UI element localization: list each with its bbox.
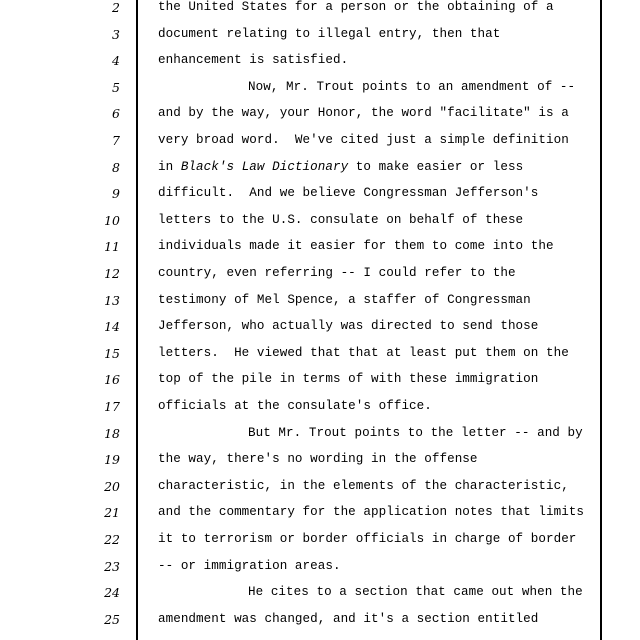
line-number: 4: [112, 53, 120, 69]
line-text-post: to make easier or less: [348, 159, 524, 174]
line-text: letters. He viewed that that at least put them on the: [158, 345, 569, 360]
transcript-line: [0, 505, 640, 531]
line-number: 3: [112, 26, 120, 42]
transcript-line: [0, 346, 640, 372]
line-number: 15: [104, 345, 120, 361]
line-text: -- or immigration areas.: [158, 558, 341, 573]
line-text: Jefferson, who actually was directed to send those: [158, 319, 539, 334]
transcript-line: [0, 372, 640, 398]
line-text-pre: in: [158, 159, 181, 174]
line-number: 18: [104, 425, 120, 441]
transcript-line: [0, 585, 640, 611]
line-number: 20: [104, 478, 120, 494]
transcript-line: [0, 319, 640, 345]
line-text: Now, Mr. Trout points to an amendment of --: [248, 79, 576, 94]
line-number: 2: [112, 0, 120, 15]
line-number: 12: [104, 266, 120, 281]
line-number: 7: [112, 133, 120, 148]
line-number: 19: [104, 452, 120, 468]
transcript-line: [0, 106, 640, 132]
line-number: 16: [104, 372, 120, 388]
transcript-line: [0, 213, 640, 239]
transcript-line: [0, 80, 640, 106]
transcript-line: [0, 239, 640, 265]
line-text: characteristic, in the elements of the characteristic,: [158, 478, 569, 493]
transcript-line: [0, 160, 640, 186]
line-text: the United States for a person or the obtaining of a: [158, 0, 554, 14]
line-number: 5: [112, 79, 120, 95]
line-number: 17: [104, 399, 120, 414]
transcript-line: [0, 399, 640, 425]
line-text: officials at the consulate's office.: [158, 399, 432, 413]
line-number: 25: [104, 611, 120, 627]
transcript-line: [0, 479, 640, 505]
line-text: He cites to a section that came out when the: [248, 585, 583, 600]
line-number: 22: [104, 532, 120, 547]
line-number: 10: [104, 212, 120, 228]
line-text: top of the pile in terms of with these immigration: [158, 372, 539, 387]
line-text: and the commentary for the application notes that limits: [158, 505, 585, 520]
line-text: [158, 160, 523, 174]
line-number: 23: [104, 558, 120, 574]
line-number: 24: [104, 585, 120, 601]
transcript-line: [0, 293, 640, 319]
transcript-line: [0, 0, 640, 26]
line-text: it to terrorism or border officials in charge of border: [158, 532, 577, 546]
line-text: enhancement is satisfied.: [158, 53, 349, 68]
line-text: and by the way, your Honor, the word "facilitate" is a: [158, 106, 569, 121]
transcript-line: [0, 559, 640, 585]
transcript-line: [0, 426, 640, 452]
line-text: individuals made it easier for them to come into the: [158, 239, 554, 254]
line-number: 8: [112, 159, 120, 175]
transcript-line: [0, 532, 640, 558]
line-text: letters to the U.S. consulate on behalf of these: [158, 212, 524, 227]
line-number: 11: [104, 239, 120, 255]
line-number: 21: [104, 505, 120, 521]
transcript-line: [0, 612, 640, 638]
transcript-line: [0, 133, 640, 159]
line-text: the way, there's no wording in the offense: [158, 452, 478, 467]
line-text: But Mr. Trout points to the letter -- and by: [248, 425, 583, 440]
line-number: 9: [112, 186, 120, 202]
transcript-line: [0, 27, 640, 53]
transcript-line: [0, 53, 640, 79]
line-number: 13: [104, 292, 120, 308]
transcript-line: [0, 186, 640, 212]
line-text: testimony of Mel Spence, a staffer of Congressman: [158, 292, 531, 307]
line-text: country, even referring -- I could refer to the: [158, 266, 516, 280]
citation-italic: Black's Law Dictionary: [180, 159, 349, 174]
line-text: amendment was changed, and it's a section entitled: [158, 611, 539, 626]
line-text: difficult. And we believe Congressman Jefferson's: [158, 186, 539, 201]
line-text: document relating to illegal entry, then that: [158, 26, 501, 41]
line-text: very broad word. We've cited just a simple definition: [158, 133, 569, 147]
line-number: 6: [112, 106, 120, 122]
transcript-line: [0, 452, 640, 478]
transcript-line: [0, 266, 640, 292]
line-number: 14: [104, 319, 120, 335]
